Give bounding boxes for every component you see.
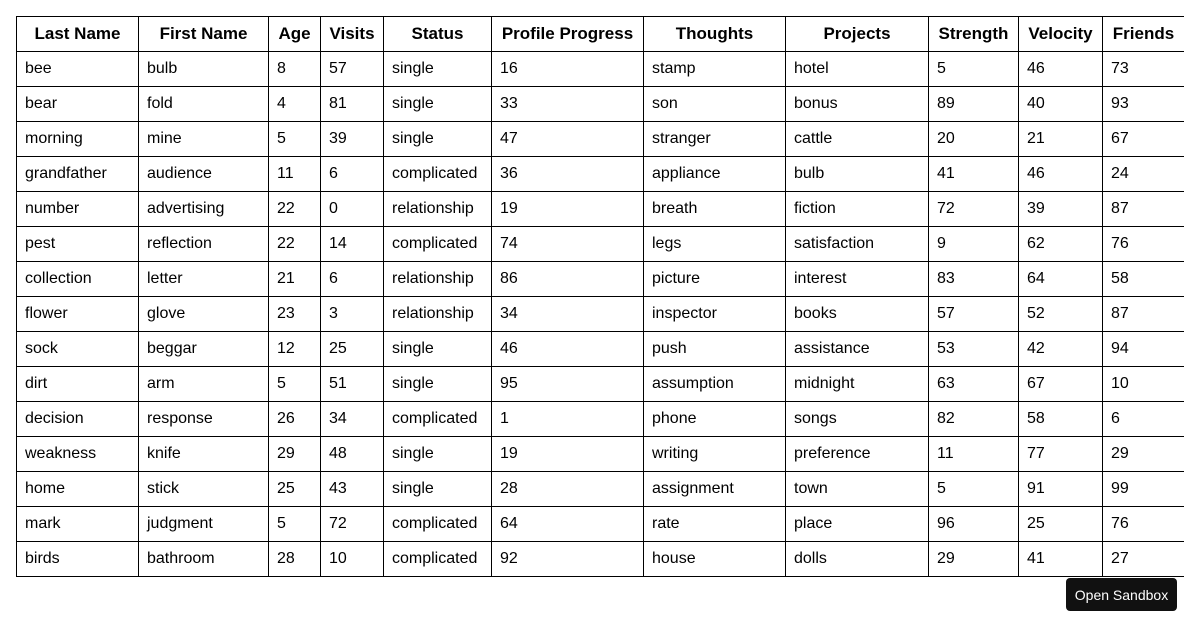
cell-strength: 72 — [929, 192, 1019, 227]
cell-friends: 73 — [1103, 52, 1185, 87]
table-header — [17, 17, 1185, 52]
cell-strength: 89 — [929, 87, 1019, 122]
cell-friends: 29 — [1103, 437, 1185, 472]
cell-first-name: judgment — [139, 507, 269, 542]
table-row — [17, 472, 1185, 507]
column-header-thoughts[interactable]: Thoughts — [644, 17, 786, 52]
cell-last-name: grandfather — [17, 157, 139, 192]
cell-thoughts: rate — [644, 507, 786, 542]
cell-friends: 10 — [1103, 367, 1185, 402]
cell-projects: preference — [786, 437, 929, 472]
cell-thoughts: house — [644, 542, 786, 577]
cell-last-name: bee — [17, 52, 139, 87]
cell-velocity: 67 — [1019, 367, 1103, 402]
cell-last-name: pest — [17, 227, 139, 262]
column-header-last-name[interactable]: Last Name — [17, 17, 139, 52]
cell-velocity: 46 — [1019, 52, 1103, 87]
cell-thoughts: assignment — [644, 472, 786, 507]
cell-last-name: bear — [17, 87, 139, 122]
cell-first-name: mine — [139, 122, 269, 157]
cell-visits: 14 — [321, 227, 384, 262]
cell-profile-progress: 64 — [492, 507, 644, 542]
cell-profile-progress: 28 — [492, 472, 644, 507]
cell-projects: hotel — [786, 52, 929, 87]
column-header-first-name[interactable]: First Name — [139, 17, 269, 52]
cell-visits: 39 — [321, 122, 384, 157]
cell-strength: 63 — [929, 367, 1019, 402]
cell-age: 8 — [269, 52, 321, 87]
cell-strength: 41 — [929, 157, 1019, 192]
cell-first-name: audience — [139, 157, 269, 192]
cell-status: single — [384, 332, 492, 367]
cell-strength: 11 — [929, 437, 1019, 472]
cell-profile-progress: 19 — [492, 437, 644, 472]
column-header-velocity[interactable]: Velocity — [1019, 17, 1103, 52]
cell-strength: 5 — [929, 52, 1019, 87]
cell-last-name: dirt — [17, 367, 139, 402]
table-body — [17, 52, 1185, 577]
cell-status: single — [384, 122, 492, 157]
cell-profile-progress: 16 — [492, 52, 644, 87]
cell-age: 5 — [269, 507, 321, 542]
cell-friends: 24 — [1103, 157, 1185, 192]
cell-status: relationship — [384, 192, 492, 227]
cell-thoughts: phone — [644, 402, 786, 437]
cell-projects: assistance — [786, 332, 929, 367]
table-row — [17, 157, 1185, 192]
cell-visits: 3 — [321, 297, 384, 332]
cell-friends: 58 — [1103, 262, 1185, 297]
cell-velocity: 64 — [1019, 262, 1103, 297]
cell-status: single — [384, 472, 492, 507]
cell-thoughts: appliance — [644, 157, 786, 192]
cell-first-name: arm — [139, 367, 269, 402]
cell-projects: bulb — [786, 157, 929, 192]
cell-profile-progress: 92 — [492, 542, 644, 577]
cell-visits: 6 — [321, 157, 384, 192]
cell-age: 29 — [269, 437, 321, 472]
cell-strength: 20 — [929, 122, 1019, 157]
cell-friends: 76 — [1103, 227, 1185, 262]
table-row — [17, 437, 1185, 472]
open-sandbox-button[interactable]: Open Sandbox — [1066, 578, 1177, 611]
cell-visits: 34 — [321, 402, 384, 437]
cell-projects: cattle — [786, 122, 929, 157]
cell-age: 28 — [269, 542, 321, 577]
cell-profile-progress: 19 — [492, 192, 644, 227]
data-table — [16, 16, 1184, 577]
cell-visits: 6 — [321, 262, 384, 297]
cell-last-name: home — [17, 472, 139, 507]
table-row — [17, 52, 1185, 87]
cell-velocity: 91 — [1019, 472, 1103, 507]
table-row — [17, 542, 1185, 577]
cell-velocity: 77 — [1019, 437, 1103, 472]
cell-first-name: letter — [139, 262, 269, 297]
cell-age: 5 — [269, 122, 321, 157]
cell-profile-progress: 36 — [492, 157, 644, 192]
cell-status: single — [384, 367, 492, 402]
cell-velocity: 41 — [1019, 542, 1103, 577]
cell-last-name: flower — [17, 297, 139, 332]
cell-profile-progress: 95 — [492, 367, 644, 402]
cell-age: 26 — [269, 402, 321, 437]
column-header-strength[interactable]: Strength — [929, 17, 1019, 52]
cell-first-name: advertising — [139, 192, 269, 227]
cell-age: 11 — [269, 157, 321, 192]
cell-visits: 51 — [321, 367, 384, 402]
cell-age: 5 — [269, 367, 321, 402]
cell-status: single — [384, 437, 492, 472]
cell-last-name: sock — [17, 332, 139, 367]
cell-thoughts: breath — [644, 192, 786, 227]
cell-friends: 94 — [1103, 332, 1185, 367]
table-row — [17, 297, 1185, 332]
cell-thoughts: push — [644, 332, 786, 367]
cell-status: relationship — [384, 297, 492, 332]
cell-first-name: reflection — [139, 227, 269, 262]
cell-visits: 57 — [321, 52, 384, 87]
cell-age: 22 — [269, 192, 321, 227]
cell-velocity: 58 — [1019, 402, 1103, 437]
cell-friends: 93 — [1103, 87, 1185, 122]
cell-velocity: 46 — [1019, 157, 1103, 192]
cell-profile-progress: 1 — [492, 402, 644, 437]
cell-age: 25 — [269, 472, 321, 507]
cell-strength: 96 — [929, 507, 1019, 542]
cell-strength: 82 — [929, 402, 1019, 437]
column-header-projects[interactable]: Projects — [786, 17, 929, 52]
cell-last-name: weakness — [17, 437, 139, 472]
column-header-status[interactable]: Status — [384, 17, 492, 52]
table-row — [17, 402, 1185, 437]
cell-projects: bonus — [786, 87, 929, 122]
cell-first-name: response — [139, 402, 269, 437]
cell-age: 21 — [269, 262, 321, 297]
table-row — [17, 367, 1185, 402]
cell-visits: 48 — [321, 437, 384, 472]
cell-visits: 25 — [321, 332, 384, 367]
cell-age: 12 — [269, 332, 321, 367]
cell-profile-progress: 74 — [492, 227, 644, 262]
cell-thoughts: inspector — [644, 297, 786, 332]
cell-first-name: glove — [139, 297, 269, 332]
cell-strength: 53 — [929, 332, 1019, 367]
cell-friends: 99 — [1103, 472, 1185, 507]
cell-friends: 67 — [1103, 122, 1185, 157]
cell-visits: 10 — [321, 542, 384, 577]
cell-visits: 72 — [321, 507, 384, 542]
cell-last-name: morning — [17, 122, 139, 157]
cell-first-name: knife — [139, 437, 269, 472]
cell-first-name: fold — [139, 87, 269, 122]
cell-status: complicated — [384, 227, 492, 262]
cell-projects: dolls — [786, 542, 929, 577]
cell-age: 4 — [269, 87, 321, 122]
cell-friends: 87 — [1103, 297, 1185, 332]
cell-thoughts: stamp — [644, 52, 786, 87]
cell-thoughts: picture — [644, 262, 786, 297]
cell-last-name: collection — [17, 262, 139, 297]
cell-velocity: 40 — [1019, 87, 1103, 122]
cell-velocity: 39 — [1019, 192, 1103, 227]
cell-strength: 9 — [929, 227, 1019, 262]
cell-first-name: bathroom — [139, 542, 269, 577]
cell-first-name: beggar — [139, 332, 269, 367]
cell-strength: 83 — [929, 262, 1019, 297]
table-row — [17, 87, 1185, 122]
cell-status: single — [384, 52, 492, 87]
table-row — [17, 122, 1185, 157]
cell-thoughts: stranger — [644, 122, 786, 157]
cell-thoughts: assumption — [644, 367, 786, 402]
cell-projects: interest — [786, 262, 929, 297]
column-header-friends[interactable]: Friends — [1103, 17, 1185, 52]
cell-friends: 76 — [1103, 507, 1185, 542]
column-header-profile-progress[interactable]: Profile Progress — [492, 17, 644, 52]
cell-projects: songs — [786, 402, 929, 437]
table-row — [17, 227, 1185, 262]
cell-velocity: 42 — [1019, 332, 1103, 367]
cell-friends: 6 — [1103, 402, 1185, 437]
cell-visits: 43 — [321, 472, 384, 507]
cell-status: single — [384, 87, 492, 122]
cell-strength: 5 — [929, 472, 1019, 507]
cell-velocity: 21 — [1019, 122, 1103, 157]
cell-projects: midnight — [786, 367, 929, 402]
cell-age: 23 — [269, 297, 321, 332]
cell-friends: 27 — [1103, 542, 1185, 577]
cell-projects: town — [786, 472, 929, 507]
cell-velocity: 25 — [1019, 507, 1103, 542]
cell-profile-progress: 86 — [492, 262, 644, 297]
cell-last-name: decision — [17, 402, 139, 437]
column-header-age[interactable]: Age — [269, 17, 321, 52]
table-viewport[interactable] — [16, 16, 1184, 577]
cell-friends: 87 — [1103, 192, 1185, 227]
cell-thoughts: writing — [644, 437, 786, 472]
cell-status: complicated — [384, 507, 492, 542]
cell-profile-progress: 33 — [492, 87, 644, 122]
cell-status: complicated — [384, 402, 492, 437]
cell-projects: place — [786, 507, 929, 542]
cell-first-name: bulb — [139, 52, 269, 87]
cell-velocity: 62 — [1019, 227, 1103, 262]
column-header-visits[interactable]: Visits — [321, 17, 384, 52]
cell-last-name: birds — [17, 542, 139, 577]
cell-projects: fiction — [786, 192, 929, 227]
cell-visits: 81 — [321, 87, 384, 122]
cell-age: 22 — [269, 227, 321, 262]
cell-status: relationship — [384, 262, 492, 297]
cell-status: complicated — [384, 157, 492, 192]
cell-status: complicated — [384, 542, 492, 577]
cell-projects: books — [786, 297, 929, 332]
cell-profile-progress: 46 — [492, 332, 644, 367]
table-row — [17, 332, 1185, 367]
cell-projects: satisfaction — [786, 227, 929, 262]
cell-strength: 57 — [929, 297, 1019, 332]
cell-velocity: 52 — [1019, 297, 1103, 332]
header-row — [17, 17, 1185, 52]
cell-last-name: number — [17, 192, 139, 227]
cell-last-name: mark — [17, 507, 139, 542]
cell-thoughts: son — [644, 87, 786, 122]
cell-profile-progress: 47 — [492, 122, 644, 157]
table-row — [17, 507, 1185, 542]
cell-strength: 29 — [929, 542, 1019, 577]
cell-visits: 0 — [321, 192, 384, 227]
cell-profile-progress: 34 — [492, 297, 644, 332]
cell-thoughts: legs — [644, 227, 786, 262]
cell-first-name: stick — [139, 472, 269, 507]
table-row — [17, 262, 1185, 297]
table-row — [17, 192, 1185, 227]
